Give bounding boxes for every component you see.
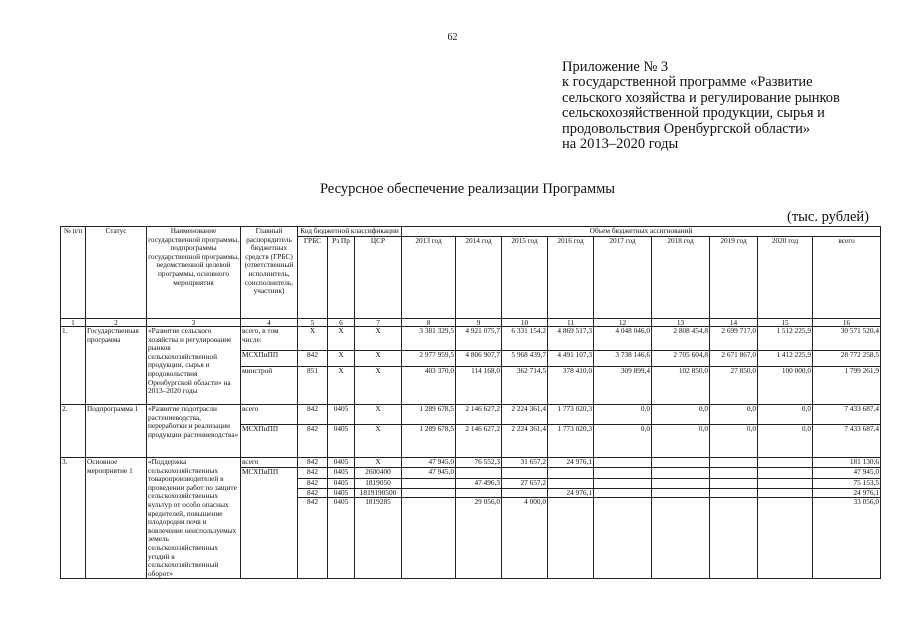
cell-amount: 0,0 bbox=[758, 405, 813, 425]
appendix-line: сельского хозяйства и регулирование рынков bbox=[562, 89, 840, 106]
cell-amount bbox=[710, 488, 758, 498]
column-number: 16 bbox=[813, 318, 881, 327]
header-year: 2019 год bbox=[710, 236, 758, 318]
header-year: 2013 год bbox=[402, 236, 456, 318]
table-row bbox=[61, 458, 881, 468]
cell-amount bbox=[758, 458, 813, 468]
column-number: 12 bbox=[594, 318, 652, 327]
header-admin: Главный распорядитель бюджетных средств (ГРБС) (ответственный исполнитель, соисполнитель, участник) bbox=[241, 227, 298, 319]
cell-amount: 2 671 867,0 bbox=[710, 351, 758, 367]
row-name: «Поддержка сельскохозяйственных товаропроизводителей в проведении работ по защите сельскохозяйственных культур от особо опасных вредителей, повышение плодородия почв и вовлечение неиспользуемых земель сельскохозяйственных угодий в сельскохозяйственный оборот» bbox=[147, 458, 241, 579]
cell-amount: 3 738 146,6 bbox=[594, 351, 652, 367]
budget-table bbox=[60, 226, 881, 579]
cell-grbs: 842 bbox=[298, 498, 328, 579]
cell-rzpr: 0405 bbox=[328, 425, 355, 458]
cell-amount: 6 331 154,2 bbox=[502, 327, 548, 351]
cell-amount: 47 945,0 bbox=[402, 467, 456, 479]
column-number: 1 bbox=[61, 318, 86, 327]
row-admin: МСХПиПП bbox=[241, 425, 298, 458]
cell-amount: 114 168,0 bbox=[456, 367, 502, 405]
cell-csr: 1819285 bbox=[355, 498, 402, 579]
cell-amount bbox=[594, 479, 652, 489]
cell-csr: 1819050 bbox=[355, 479, 402, 489]
cell-amount: 362 714,5 bbox=[502, 367, 548, 405]
column-number: 5 bbox=[298, 318, 328, 327]
cell-amount: 47 496,3 bbox=[456, 479, 502, 489]
header-year: 2015 год bbox=[502, 236, 548, 318]
cell-grbs: 842 bbox=[298, 458, 328, 468]
cell-amount bbox=[402, 479, 456, 489]
cell-amount: 0,0 bbox=[710, 405, 758, 425]
header-grbs: ГРБС bbox=[298, 236, 328, 318]
cell-amount: 2 146 627,2 bbox=[456, 405, 502, 425]
column-number: 13 bbox=[652, 318, 710, 327]
cell-amount bbox=[594, 498, 652, 579]
cell-amount bbox=[652, 467, 710, 479]
cell-amount bbox=[710, 498, 758, 579]
cell-amount bbox=[652, 458, 710, 468]
cell-amount bbox=[652, 498, 710, 579]
appendix-line: продовольствия Оренбургской области» bbox=[562, 120, 811, 137]
cell-amount: 1 289 678,5 bbox=[402, 425, 456, 458]
cell-grbs: X bbox=[298, 327, 328, 351]
cell-amount bbox=[594, 467, 652, 479]
header-amounts-group: Объем бюджетных ассигнований bbox=[402, 227, 881, 237]
row-status: Основное мероприятие 1 bbox=[86, 458, 147, 579]
document-title: Ресурсное обеспечение реализации Программы bbox=[319, 181, 616, 197]
cell-grbs: 842 bbox=[298, 479, 328, 489]
cell-amount: 0,0 bbox=[594, 425, 652, 458]
row-name: «Развитие сельского хозяйства и регулирование рынков сельскохозяйственной продукции, сырья и продовольствия Оренбургской области» на 2013–2020 годы bbox=[147, 327, 241, 405]
cell-total: 75 153,5 bbox=[813, 479, 881, 489]
cell-amount bbox=[502, 467, 548, 479]
cell-amount: 2 705 604,8 bbox=[652, 351, 710, 367]
cell-amount: 29 056,0 bbox=[456, 498, 502, 579]
header-year: 2014 год bbox=[456, 236, 502, 318]
cell-csr: X bbox=[355, 367, 402, 405]
cell-total: 7 433 687,4 bbox=[813, 405, 881, 425]
cell-amount bbox=[710, 458, 758, 468]
column-number-row bbox=[61, 318, 881, 327]
cell-amount: 1 289 678,5 bbox=[402, 405, 456, 425]
cell-amount: 1 512 225,9 bbox=[758, 327, 813, 351]
cell-amount bbox=[548, 479, 594, 489]
cell-grbs: 842 bbox=[298, 467, 328, 479]
cell-total: 47 945,0 bbox=[813, 467, 881, 479]
cell-amount: 4 491 107,3 bbox=[548, 351, 594, 367]
cell-amount bbox=[456, 488, 502, 498]
cell-amount bbox=[502, 488, 548, 498]
cell-grbs: 842 bbox=[298, 488, 328, 498]
cell-amount bbox=[548, 498, 594, 579]
cell-grbs: 842 bbox=[298, 405, 328, 425]
cell-amount: 0,0 bbox=[594, 405, 652, 425]
column-number: 8 bbox=[402, 318, 456, 327]
cell-rzpr: 0405 bbox=[328, 458, 355, 468]
page-number: 62 bbox=[447, 32, 458, 43]
cell-amount: 2 977 959,5 bbox=[402, 351, 456, 367]
cell-total: 1 799 261,9 bbox=[813, 367, 881, 405]
cell-amount: 403 370,0 bbox=[402, 367, 456, 405]
header-total: всего bbox=[813, 236, 881, 318]
cell-amount bbox=[456, 467, 502, 479]
cell-grbs: 842 bbox=[298, 425, 328, 458]
cell-rzpr: 0405 bbox=[328, 479, 355, 489]
cell-rzpr: 0405 bbox=[328, 488, 355, 498]
cell-amount bbox=[594, 458, 652, 468]
cell-total: 24 976,1 bbox=[813, 488, 881, 498]
cell-csr: X bbox=[355, 351, 402, 367]
cell-amount bbox=[652, 479, 710, 489]
cell-amount bbox=[402, 498, 456, 579]
row-status: Государственная программа bbox=[86, 327, 147, 405]
row-number: 2. bbox=[61, 405, 86, 458]
cell-amount: 4 921 075,7 bbox=[456, 327, 502, 351]
cell-amount: 2 224 361,4 bbox=[502, 425, 548, 458]
row-admin: МСХПиПП bbox=[241, 351, 298, 367]
column-number: 7 bbox=[355, 318, 402, 327]
cell-csr: X bbox=[355, 425, 402, 458]
cell-amount: 2 699 717,0 bbox=[710, 327, 758, 351]
row-admin: всего bbox=[241, 405, 298, 425]
header-year: 2018 год bbox=[652, 236, 710, 318]
cell-amount: 4 048 046,0 bbox=[594, 327, 652, 351]
table-row bbox=[61, 327, 881, 351]
cell-amount: 5 968 439,7 bbox=[502, 351, 548, 367]
header-name: Наименование государственной программы, подпрограммы государственной программы, ведомственной целевой программы, основного мероприятия bbox=[147, 227, 241, 319]
cell-rzpr: X bbox=[328, 327, 355, 351]
cell-csr: 2600400 bbox=[355, 467, 402, 479]
column-number: 11 bbox=[548, 318, 594, 327]
cell-amount bbox=[548, 467, 594, 479]
header-year: 2017 год bbox=[594, 236, 652, 318]
cell-amount: 100 000,0 bbox=[758, 367, 813, 405]
cell-amount: 27 850,0 bbox=[710, 367, 758, 405]
table-row bbox=[61, 405, 881, 425]
cell-amount bbox=[758, 498, 813, 579]
appendix-line: сельскохозяйственной продукции, сырья и bbox=[562, 105, 825, 122]
cell-amount bbox=[710, 467, 758, 479]
header-row bbox=[61, 227, 881, 237]
cell-amount: 1 773 020,3 bbox=[548, 425, 594, 458]
header-year: 2020 год bbox=[758, 236, 813, 318]
row-number: 1. bbox=[61, 327, 86, 405]
cell-amount: 0,0 bbox=[710, 425, 758, 458]
cell-total: 181 130,6 bbox=[813, 458, 881, 468]
cell-rzpr: X bbox=[328, 351, 355, 367]
appendix-line: Приложение № 3 bbox=[562, 59, 669, 75]
row-name: «Развитие подотрасли растениеводства, переработки и реализации продукции растениеводства» bbox=[147, 405, 241, 458]
row-number: 3. bbox=[61, 458, 86, 579]
header-year: 2016 год bbox=[548, 236, 594, 318]
cell-grbs: 851 bbox=[298, 367, 328, 405]
units-label: (тыс. рублей) bbox=[787, 209, 869, 225]
header-csr: ЦСР bbox=[355, 236, 402, 318]
column-number: 15 bbox=[758, 318, 813, 327]
cell-rzpr: X bbox=[328, 367, 355, 405]
cell-amount: 3 381 329,5 bbox=[402, 327, 456, 351]
cell-amount bbox=[652, 488, 710, 498]
cell-csr: X bbox=[355, 327, 402, 351]
cell-total: 28 772 258,5 bbox=[813, 351, 881, 367]
cell-amount: 2 146 627,2 bbox=[456, 425, 502, 458]
appendix-caption bbox=[562, 60, 892, 152]
cell-amount bbox=[758, 467, 813, 479]
cell-rzpr: 0405 bbox=[328, 405, 355, 425]
column-number: 2 bbox=[86, 318, 147, 327]
cell-amount: 4 869 517,3 bbox=[548, 327, 594, 351]
header-rzpr: Рз Пр bbox=[328, 236, 355, 318]
cell-amount: 24 976,1 bbox=[548, 488, 594, 498]
cell-csr: X bbox=[355, 405, 402, 425]
cell-csr: X bbox=[355, 458, 402, 468]
cell-csr: 1819190500 bbox=[355, 488, 402, 498]
cell-amount: 102 850,0 bbox=[652, 367, 710, 405]
cell-amount: 0,0 bbox=[758, 425, 813, 458]
cell-amount: 2 224 361,4 bbox=[502, 405, 548, 425]
cell-amount: 378 410,0 bbox=[548, 367, 594, 405]
header-status: Статус bbox=[86, 227, 147, 319]
row-admin: всего bbox=[241, 458, 298, 468]
cell-amount: 1 412 225,9 bbox=[758, 351, 813, 367]
cell-total: 30 571 520,4 bbox=[813, 327, 881, 351]
column-number: 10 bbox=[502, 318, 548, 327]
column-number: 14 bbox=[710, 318, 758, 327]
cell-amount: 31 657,2 bbox=[502, 458, 548, 468]
cell-amount bbox=[402, 488, 456, 498]
row-admin: минстрой bbox=[241, 367, 298, 405]
cell-amount: 76 552,3 bbox=[456, 458, 502, 468]
row-status: Подпрограмма 1 bbox=[86, 405, 147, 458]
cell-amount bbox=[594, 488, 652, 498]
header-num: № п/п bbox=[61, 227, 86, 319]
cell-amount bbox=[758, 488, 813, 498]
appendix-line: к государственной программе «Развитие bbox=[562, 74, 813, 91]
cell-rzpr: 0405 bbox=[328, 467, 355, 479]
cell-amount: 27 657,2 bbox=[502, 479, 548, 489]
cell-amount: 0,0 bbox=[652, 405, 710, 425]
column-number: 6 bbox=[328, 318, 355, 327]
cell-total: 33 056,0 bbox=[813, 498, 881, 579]
row-admin: МСХПиПП bbox=[241, 467, 298, 579]
cell-amount: 0,0 bbox=[652, 425, 710, 458]
row-admin: всего, в том числе: bbox=[241, 327, 298, 351]
column-number: 4 bbox=[241, 318, 298, 327]
cell-amount: 4 000,0 bbox=[502, 498, 548, 579]
cell-amount: 2 808 454,8 bbox=[652, 327, 710, 351]
cell-amount bbox=[710, 479, 758, 489]
cell-rzpr: 0405 bbox=[328, 498, 355, 579]
cell-amount: 1 773 020,3 bbox=[548, 405, 594, 425]
header-code-group: Код бюджетной классификации bbox=[298, 227, 402, 237]
appendix-line: на 2013–2020 годы bbox=[562, 136, 679, 153]
cell-amount: 47 945,0 bbox=[402, 458, 456, 468]
cell-amount bbox=[758, 479, 813, 489]
cell-total: 7 433 687,4 bbox=[813, 425, 881, 458]
cell-amount: 4 806 907,7 bbox=[456, 351, 502, 367]
column-number: 3 bbox=[147, 318, 241, 327]
column-number: 9 bbox=[456, 318, 502, 327]
cell-grbs: 842 bbox=[298, 351, 328, 367]
cell-amount: 24 976,1 bbox=[548, 458, 594, 468]
cell-amount: 309 899,4 bbox=[594, 367, 652, 405]
